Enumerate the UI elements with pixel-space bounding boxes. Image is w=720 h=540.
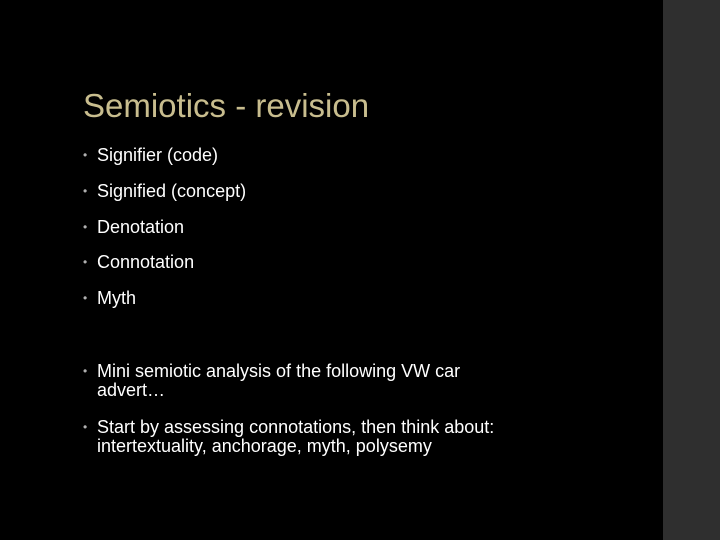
bullet-item — [83, 418, 573, 456]
bullet-dot-icon: • — [83, 364, 88, 378]
bullet-item — [83, 218, 583, 237]
bullet-text: Signified (concept) — [97, 181, 247, 201]
bullet-dot-icon: • — [83, 291, 88, 305]
bullet-dot-icon: • — [83, 148, 88, 162]
bullet-dot-icon: • — [83, 184, 88, 198]
side-panel — [663, 0, 720, 540]
bullet-dot-icon: • — [83, 220, 88, 234]
bullet-item — [83, 253, 583, 272]
bullet-dot-icon: • — [83, 255, 88, 269]
slide-title: Semiotics - revision — [83, 87, 370, 124]
bullet-text: Denotation — [97, 217, 185, 237]
bullet-text: Start by assessing connotations, then think about: intertextuality, anchorage, myth, polysemy — [97, 417, 495, 456]
bullet-text: Myth — [97, 288, 137, 308]
bullet-item — [83, 289, 583, 308]
bullet-item — [83, 362, 523, 400]
bullet-text: Mini semiotic analysis of the following VW car advert… — [97, 361, 461, 400]
bullet-text: Connotation — [97, 252, 195, 272]
bullet-text: Signifier (code) — [97, 145, 219, 165]
bullet-dot-icon: • — [83, 420, 88, 434]
bullet-item — [83, 146, 583, 165]
bullet-item — [83, 182, 583, 201]
